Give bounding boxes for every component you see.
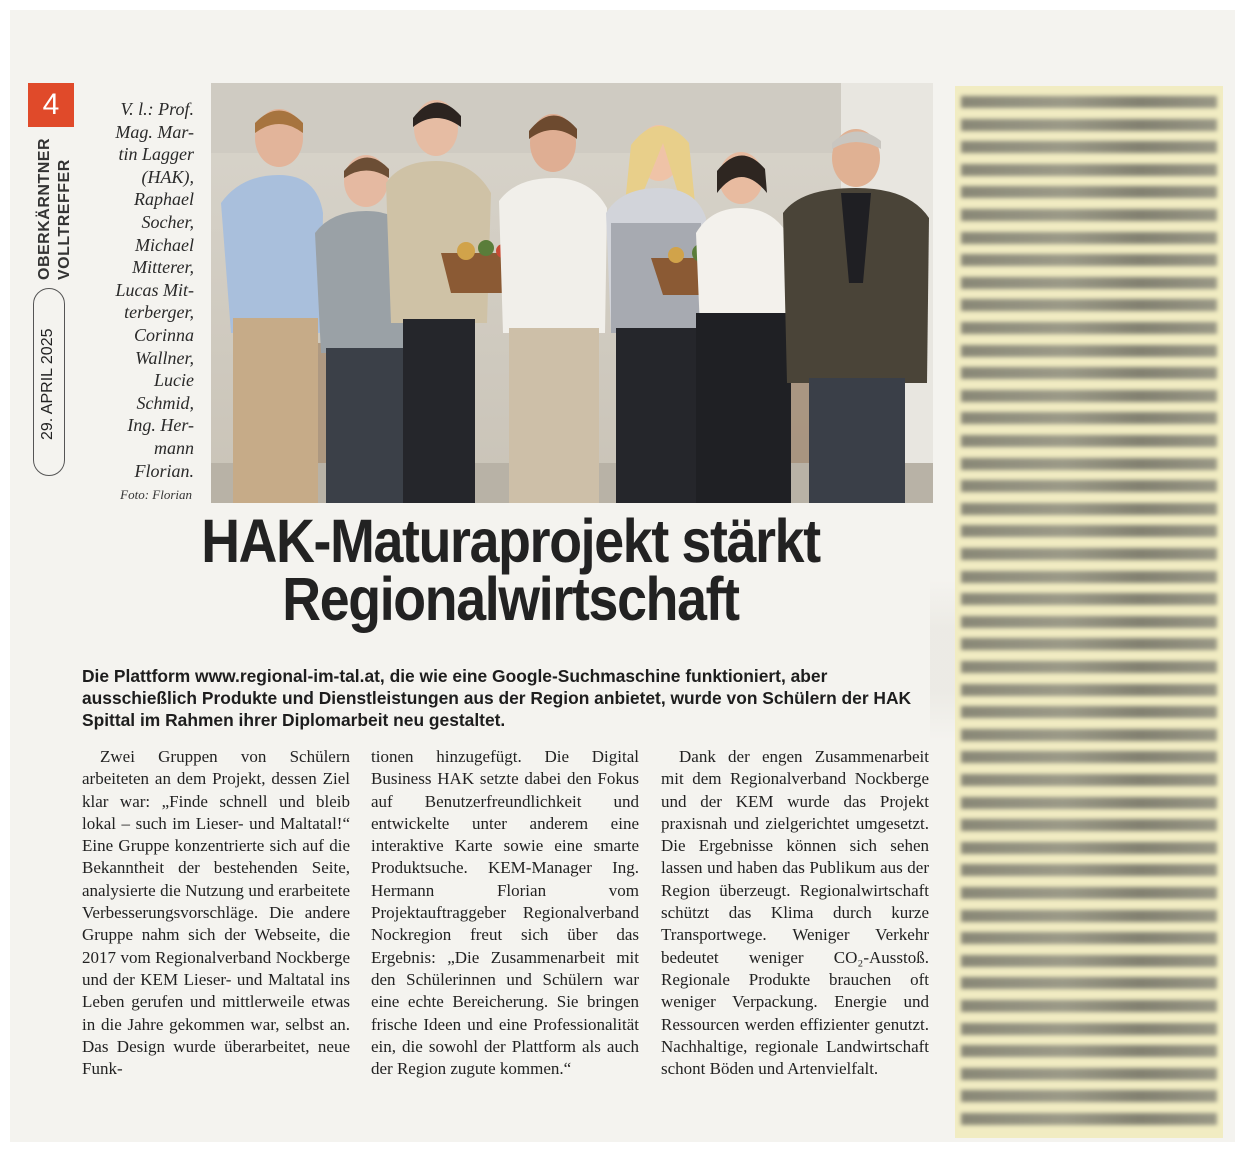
blurred-text-line xyxy=(961,209,1217,221)
adjacent-page-bleed xyxy=(930,580,955,740)
blurred-text-line xyxy=(961,1045,1217,1057)
blurred-text-line xyxy=(961,412,1217,424)
blurred-text-line xyxy=(961,299,1217,311)
blurred-text-line xyxy=(961,367,1217,379)
caption-line: Florian. xyxy=(134,460,194,481)
publication-name-line2: VOLLTREFFER xyxy=(56,159,73,280)
blurred-text-line xyxy=(961,661,1217,673)
blurred-text-line xyxy=(961,638,1217,650)
caption-line: Raphael xyxy=(134,189,194,210)
blurred-text-line xyxy=(961,593,1217,605)
blurred-text-line xyxy=(961,458,1217,470)
blurred-text-line xyxy=(961,819,1217,831)
publication-name-line1: OBERKÄRNTNER xyxy=(36,138,53,280)
caption-line: Mag. Mar- xyxy=(115,121,194,142)
body-paragraph: tionen hinzugefügt. Die Digital Business HAK setzte dabei den Fokus auf Benutzerfreundlichkeit und entwickelte unter anderem eine interaktive Karte sowie eine smarte Produktsuche. KEM-Manager Ing. Hermann Florian vom Projektauftraggeber Regionalverband Nockregion freut sich über das Ergebnis: „Die Zusammenarbeit mit den Schülerinnen und Schülern war eine echte Bereicherung. Sie bringen frische Ideen und eine Professionalität ein, die sowohl der Plattform als auch der Region zugute kommen.“ xyxy=(371,747,639,1079)
caption-line: V. l.: Prof. xyxy=(120,99,194,119)
blurred-text-line xyxy=(961,141,1217,153)
headline xyxy=(139,507,883,633)
blurred-text-line xyxy=(961,571,1217,583)
blurred-text-line xyxy=(961,1000,1217,1012)
blurred-text-line xyxy=(961,390,1217,402)
photo-caption xyxy=(92,98,194,482)
blurred-text-line xyxy=(961,955,1217,967)
blurred-text-line xyxy=(961,480,1217,492)
blurred-text-line xyxy=(961,864,1217,876)
blurred-text-line xyxy=(961,1090,1217,1102)
blurred-text-line xyxy=(961,96,1217,108)
blurred-text-line xyxy=(961,119,1217,131)
lede: Die Plattform www.regional-im-tal.at, die wie eine Google-Suchmaschine funktioniert, aber ausschießlich Produkte und Dienstleistungen aus der Region anbietet, wurde von Schülern der HAK Spittal im Rahmen ihrer Diplomarbeit neu gestaltet. xyxy=(82,666,912,730)
blurred-text-line xyxy=(961,186,1217,198)
issue-date: 29. APRIL 2025 xyxy=(39,328,56,440)
caption-line: Mitterer, xyxy=(132,257,194,278)
blurred-text-line xyxy=(961,277,1217,289)
blurred-text-line xyxy=(961,706,1217,718)
caption-line: Wallner, xyxy=(135,347,194,368)
blurred-text-line xyxy=(961,548,1217,560)
caption-line: Socher, xyxy=(141,211,194,232)
article-column-1 xyxy=(82,746,350,1080)
blurred-text-line xyxy=(961,797,1217,809)
blurred-text-line xyxy=(961,503,1217,515)
caption-line: terberger, xyxy=(124,302,194,323)
caption-line: mann xyxy=(154,437,194,458)
blurred-text-line xyxy=(961,932,1217,944)
blurred-text-line xyxy=(961,345,1217,357)
headline-line: HAK-Maturaprojekt stärkt xyxy=(201,507,820,575)
blurred-text-line xyxy=(961,232,1217,244)
blurred-text-line xyxy=(961,684,1217,696)
blurred-text-line xyxy=(961,254,1217,266)
blurred-adjacent-article xyxy=(955,86,1223,1138)
blurred-text-line xyxy=(961,1068,1217,1080)
headline-line: Regionalwirtschaft xyxy=(282,565,739,633)
photo-credit: Foto: Florian xyxy=(120,487,192,502)
blurred-text-line xyxy=(961,729,1217,741)
blurred-text-line xyxy=(961,164,1217,176)
body-paragraph: Zwei Gruppen von Schülern arbeiteten an dem Projekt, dessen Ziel klar war: „Finde schnell und bleib lokal – such im Lieser- und Maltatal!“ Eine Gruppe konzentrierte sich auf die Bekanntheit der bestehenden Seite, analysierte die Nutzung und erarbeitete Verbesserungsvorschläge. Die andere Gruppe nahm sich der Webseite, die 2017 vom Regionalverband Nockberge und der KEM Lieser- und Maltatal ins Leben gerufen und mittlerweile etwas in die Jahre gekommen war, selbst an. Das Design wurde überarbeitet, neue Funk- xyxy=(82,747,350,1079)
blurred-text-line xyxy=(961,322,1217,334)
caption-line: tin Lagger xyxy=(118,144,194,165)
caption-line: Michael xyxy=(135,234,194,255)
blurred-text-line xyxy=(961,525,1217,537)
caption-line: (HAK), xyxy=(141,166,194,187)
caption-line: Schmid, xyxy=(136,392,194,413)
caption-line: Corinna xyxy=(133,324,194,345)
caption-line: Lucas Mit- xyxy=(115,279,194,300)
blurred-text-line xyxy=(961,1023,1217,1035)
blurred-text-line xyxy=(961,435,1217,447)
blurred-text-line xyxy=(961,1113,1217,1125)
blurred-text-line xyxy=(961,842,1217,854)
article-column-2 xyxy=(371,746,639,1080)
article-column-3 xyxy=(661,746,929,1080)
blurred-text-line xyxy=(961,616,1217,628)
blurred-text-line xyxy=(961,774,1217,786)
blurred-text-line xyxy=(961,910,1217,922)
page-number: 4 xyxy=(28,83,74,127)
body-paragraph: Dank der engen Zusammenarbeit mit dem Regionalverband Nockberge und der KEM wurde das Projekt praxisnah und zielgerichtet umgesetzt. Die Ergebnisse können sich sehen lassen und haben das Publikum aus der Region überzeugt. Regionalwirtschaft schützt das Klima durch kurze Transportwege. Weniger Verkehr bedeutet weniger CO₂-Ausstoß. Regionale Produkte brauchen oft weniger Verpackung. Energie und Ressourcen werden effizienter genutzt. Nachhaltige, regionale Landwirtschaft schont Böden und Artenvielfalt. xyxy=(661,747,929,1079)
group-photo xyxy=(211,83,933,503)
blurred-text-line xyxy=(961,887,1217,899)
caption-line: Lucie xyxy=(154,370,194,391)
blurred-text-line xyxy=(961,751,1217,763)
group-photo-illustration xyxy=(211,83,933,503)
caption-line: Ing. Her- xyxy=(127,415,194,436)
blurred-text-line xyxy=(961,977,1217,989)
